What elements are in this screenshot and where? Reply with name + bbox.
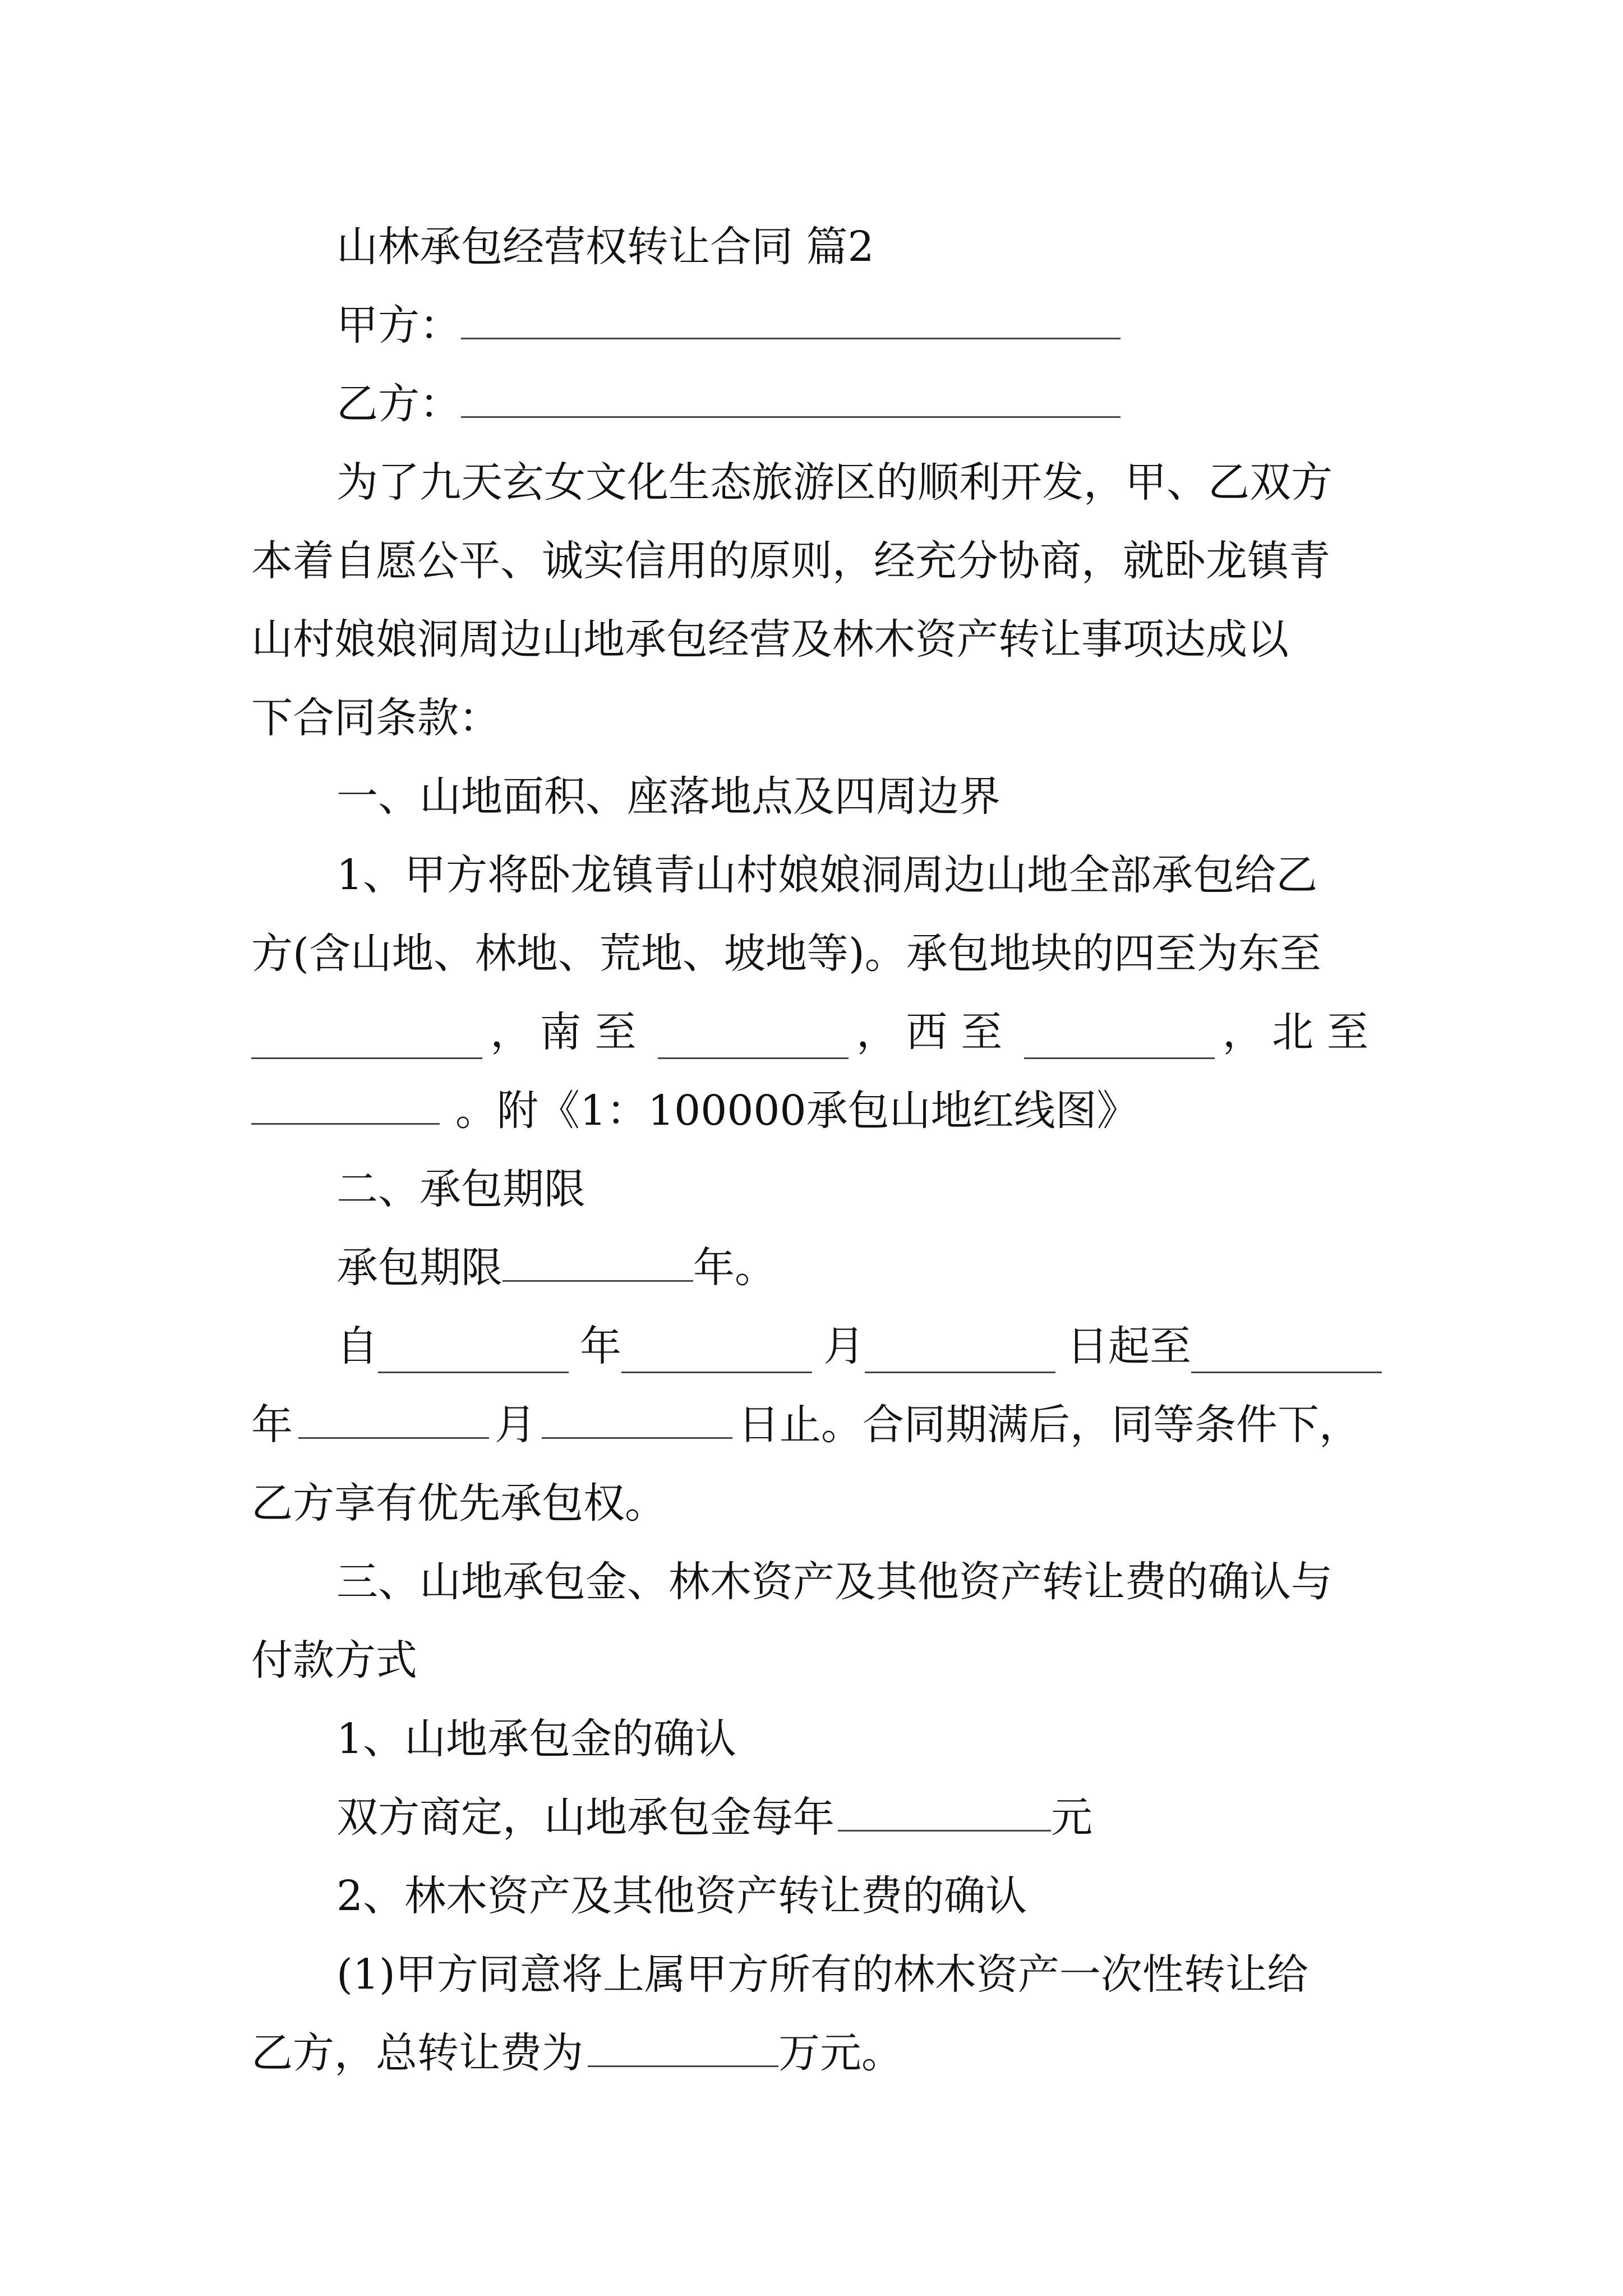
south-label: 南至 (540, 1008, 650, 1056)
fee-line (336, 1791, 1092, 1844)
fee-blank (838, 1795, 1051, 1832)
year-label: 年 (251, 1401, 293, 1449)
south-group (540, 1005, 650, 1059)
comma: ， (490, 1008, 532, 1056)
fee-suffix: 元 (1051, 1793, 1092, 1842)
boundaries-line (251, 1005, 1382, 1059)
term-suffix: 年。 (693, 1244, 776, 1292)
party-a-line (336, 298, 1121, 352)
map-ref-line (251, 1084, 1138, 1138)
south-blank (658, 1023, 849, 1059)
section-heading: 二、承包期限 (336, 1165, 585, 1213)
west-blank (1024, 1023, 1215, 1059)
total-prefix: 乙方，总转让费为 (251, 2029, 583, 2077)
north-label: 北至 (1272, 1008, 1382, 1056)
intro-line: 下合同条款： (251, 694, 500, 742)
party-b-blank (461, 381, 1121, 418)
date-end-line (251, 1398, 1361, 1452)
section-heading: 三、山地承包金、林木资产及其他资产转让费的确认与 (336, 1558, 1332, 1606)
day-to-text: 日止。合同期满后，同等条件下， (738, 1401, 1361, 1449)
term-line (336, 1241, 776, 1295)
intro-line: 本着自愿公平、诚实信用的原则，经充分协商，就卧龙镇青 (251, 537, 1330, 585)
from-year-blank (378, 1337, 569, 1373)
west-label: 西至 (906, 1008, 1016, 1056)
date-from: 自 (336, 1322, 378, 1370)
month-label: 月 (823, 1322, 865, 1370)
to-month-blank (298, 1402, 489, 1439)
party-a-blank (461, 303, 1121, 339)
intro-line: 山村娘娘洞周边山地承包经营及林木资产转让事项达成以 (251, 615, 1289, 664)
west-group (906, 1005, 1016, 1059)
intro-line: 为了九天玄女文化生态旅游区的顺利开发，甲、乙双方 (336, 458, 1332, 507)
year-label: 年 (580, 1322, 621, 1370)
date-month-group (823, 1319, 1055, 1373)
paragraph-line: (1)甲方同意将上属甲方所有的林木资产一次性转让给 (336, 1950, 1308, 1999)
day-from-label: 日起至 (1067, 1322, 1191, 1370)
term-blank (502, 1245, 693, 1282)
document-title: 山林承包经营权转让合同 篇2 (336, 223, 874, 271)
comma: ， (1222, 1008, 1264, 1056)
map-ref-text: 。附《1：100000承包山地红线图》 (455, 1087, 1138, 1135)
from-day-blank (865, 1337, 1055, 1373)
month-label: 月 (495, 1401, 536, 1449)
total-fee-line (251, 2026, 903, 2080)
date-range-line (336, 1319, 1382, 1373)
section-heading: 一、山地面积、座落地点及四周边界 (336, 772, 1000, 821)
priority-line: 乙方享有优先承包权。 (251, 1479, 666, 1527)
from-month-blank (621, 1337, 812, 1373)
subsection-heading: 1、山地承包金的确认 (336, 1715, 737, 1763)
total-blank (588, 2031, 778, 2067)
date-year-group (580, 1319, 812, 1373)
date-from-group (336, 1319, 569, 1373)
date-to-group (1067, 1319, 1382, 1373)
north-blank (251, 1088, 440, 1125)
to-day-blank (542, 1402, 732, 1439)
comma: ， (856, 1008, 898, 1056)
east-blank (251, 1023, 482, 1059)
term-prefix: 承包期限 (336, 1244, 502, 1292)
to-year-blank (1191, 1337, 1382, 1373)
subsection-heading: 2、林木资产及其他资产转让费的确认 (336, 1872, 1027, 1920)
fee-prefix: 双方商定，山地承包金每年 (336, 1793, 834, 1842)
total-suffix: 万元。 (778, 2029, 903, 2077)
party-b-line (336, 377, 1121, 431)
party-b-label: 乙方： (336, 380, 461, 428)
section-heading-cont: 付款方式 (251, 1636, 417, 1685)
paragraph-line: 方(含山地、林地、荒地、坡地等)。承包地块的四至为东至 (251, 930, 1321, 978)
party-a-label: 甲方： (336, 301, 461, 349)
paragraph-line: 1、甲方将卧龙镇青山村娘娘洞周边山地全部承包给乙 (336, 851, 1318, 899)
